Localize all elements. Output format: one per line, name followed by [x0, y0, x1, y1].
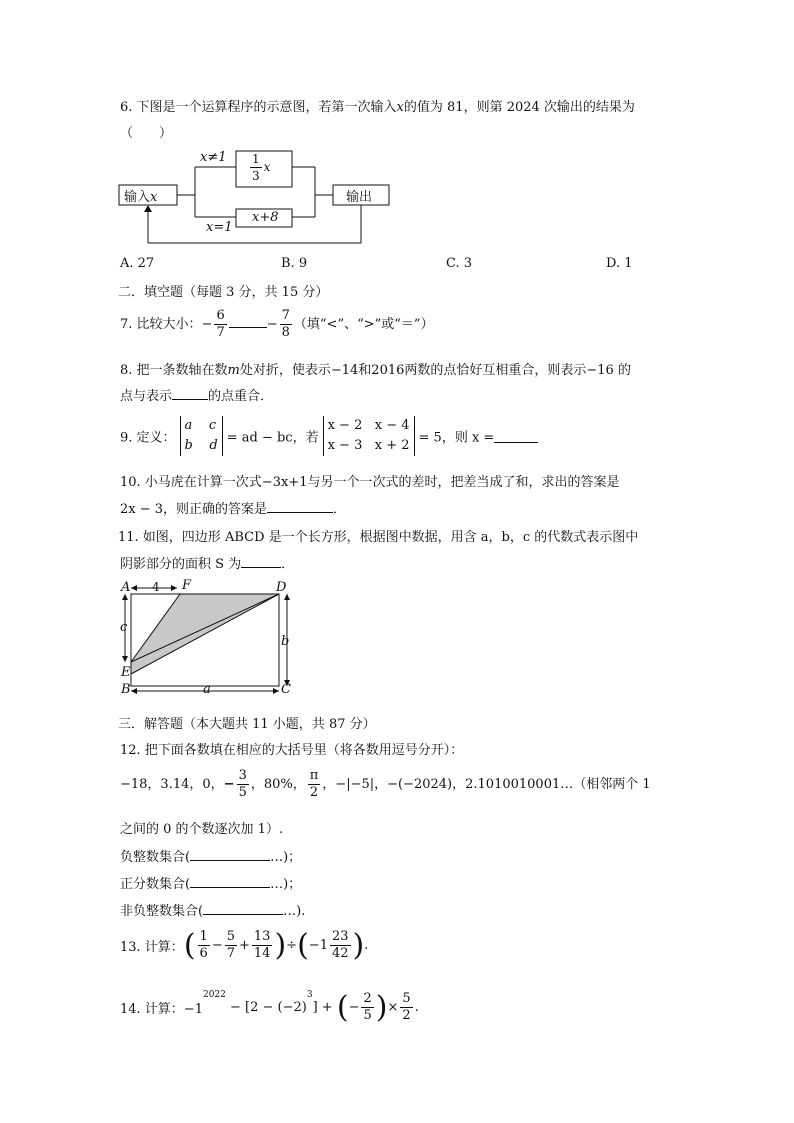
fig-length-a: a: [203, 682, 211, 697]
q11-line2: 阴影部分的面积 S 为 ．: [120, 557, 295, 572]
set3-blank[interactable]: [203, 902, 283, 915]
fig-length-b: b: [281, 634, 290, 649]
section-heading-fill-in: 二．填空题（每题 3 分，共 15 分）: [118, 285, 329, 300]
set-nonnegative-integers: 非负整数集合( …).: [120, 904, 306, 919]
q7: 7. 比较大小：− $\frac{6}{7}$ − $\frac{7}{8}$ （填“<”、“>”或“＝”）: [120, 308, 434, 340]
option-a[interactable]: A. 27: [120, 256, 155, 271]
q6-answer-paren: （ ）: [120, 126, 173, 141]
rectangle-figure: [115, 578, 300, 698]
q6-stem: 6. 下图是一个运算程序的示意图，若第一次输入x的值为 81，则第 2024 次输出的结果为: [120, 100, 635, 115]
flow-input-label: 输入x: [124, 190, 158, 205]
q11-answer-blank[interactable]: [241, 555, 281, 568]
set-positive-fractions: 正分数集合( …)；: [120, 877, 302, 892]
fig-length-4: 4: [152, 580, 160, 594]
set2-blank[interactable]: [190, 875, 270, 888]
set-negative-integers: 负整数集合( …)；: [120, 850, 302, 865]
flow-op-bottom: x+8: [252, 210, 279, 225]
q8-answer-blank[interactable]: [172, 387, 208, 400]
q13: 13. 计算：( $\frac{1}{6}$ − $\frac{5}{7}$ + $\frac{13}{14}$ )÷(−1 $\frac{23}{42}$ ).: [120, 928, 369, 963]
flow-op-top: $\frac{1}{3}$ x: [252, 152, 271, 183]
q12-numbers-cont: 之间的 0 的个数逐次加 1）.: [120, 822, 284, 837]
q12-stem: 12. 把下面各数填在相应的大括号里（将各数用逗号分开）：: [120, 743, 464, 758]
flow-cond-top: x≠1: [200, 150, 227, 165]
q12-numbers: −18，3.14，0，− $\frac{3}{5}$ ，80%， $\frac{\pi}{2}$ ，−|−5|，−(−2024)，2.1010010001…（相邻两个 1: [120, 768, 651, 800]
set1-blank[interactable]: [190, 848, 270, 861]
section-heading-solve: 三．解答题（本大题共 11 小题，共 87 分）: [118, 717, 376, 732]
flow-output-label: 输出: [346, 190, 373, 205]
q8-line2: 点与表示 的点重合．: [120, 389, 274, 404]
fig-length-c: c: [120, 620, 128, 635]
option-b[interactable]: B. 9: [281, 256, 308, 271]
q8-line1: 8. 把一条数轴在数m处对折，使表示−14和2016两数的点恰好互相重合，则表示−16 的: [120, 363, 631, 378]
option-c[interactable]: C. 3: [446, 256, 473, 271]
fig-label-c: C: [281, 682, 291, 697]
fig-label-d: D: [276, 580, 287, 595]
q11-line1: 11. 如图，四边形 ABCD 是一个长方形，根据图中数据，用含 a，b，c 的代数式表示图中: [118, 530, 639, 545]
q9-answer-blank[interactable]: [494, 430, 538, 443]
q9: 9. 定义：a c b d = ad − bc，若x − 2 x − 4 x − 3 x + 2 = 5，则 x =: [120, 416, 538, 456]
flow-cond-bottom: x=1: [206, 220, 233, 235]
fig-label-a: A: [121, 580, 131, 595]
q10-line2: 2x − 3，则正确的答案是 ．: [120, 502, 347, 517]
option-d[interactable]: D. 1: [606, 256, 633, 271]
q9-matrix-2: x − 2 x − 4 x − 3 x + 2: [327, 418, 410, 453]
q14: 14. 计算：$-1^{2022} - [2 - (-2)^3]$ + (− $\frac{2}{5}$ )× $\frac{5}{2}$ .: [120, 990, 419, 1025]
q10-line1: 10. 小马虎在计算一次式−3x+1与另一个一次式的差时，把差当成了和，求出的答案是: [120, 475, 620, 490]
q9-matrix-1: a c b d: [184, 418, 218, 453]
fig-label-f: F: [182, 578, 192, 593]
q7-answer-blank[interactable]: [229, 315, 267, 328]
q10-answer-blank[interactable]: [267, 500, 333, 513]
fig-label-e: E: [121, 665, 131, 680]
fig-label-b: B: [121, 682, 131, 697]
